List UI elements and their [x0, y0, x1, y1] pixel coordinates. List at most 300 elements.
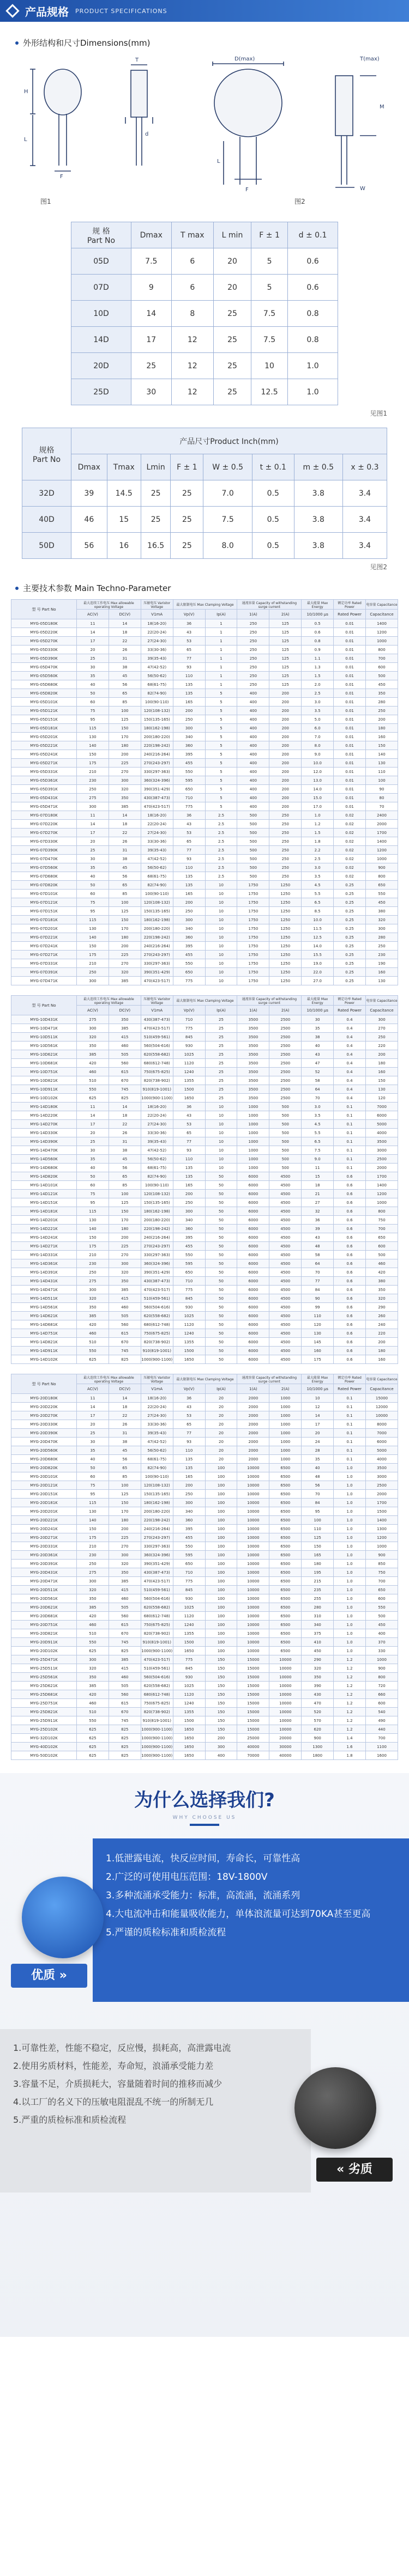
techno-cell: 75 — [77, 707, 109, 715]
t1-row — [71, 353, 338, 379]
techno-row — [11, 1682, 398, 1690]
bad-points-list — [0, 2029, 311, 2139]
techno-cell: 50 — [205, 1312, 237, 1320]
techno-cell: 340 — [173, 733, 205, 741]
techno-cell: 1.0 — [302, 811, 334, 820]
techno-cell: 1250 — [269, 907, 302, 916]
techno-cell: 470(423-517) — [141, 1024, 173, 1033]
t1-cell: 0.6 — [288, 248, 338, 275]
techno-cell: 0.01 — [334, 698, 366, 707]
techno-cell: 50 — [205, 1181, 237, 1190]
techno-cell: 350 — [77, 1594, 109, 1603]
techno-cell: 40 — [77, 1164, 109, 1172]
techno-cell: 330(297-363) — [141, 768, 173, 776]
techno-cell: 1000(900-1100) — [141, 1094, 173, 1103]
techno-cell: 1250 — [269, 942, 302, 951]
techno-part-cell: MYG-14D180K — [11, 1103, 77, 1111]
techno-cell: 845 — [173, 1294, 205, 1303]
techno-group-head: 最大连续工作电压 Max allowable operating Voltage — [77, 1374, 141, 1384]
techno-row — [11, 750, 398, 759]
techno-cell: 0.25 — [334, 881, 366, 890]
techno-cell: 0.6 — [334, 1251, 366, 1259]
techno-cell: 4500 — [269, 1259, 302, 1268]
techno-cell: 1120 — [173, 1612, 205, 1621]
techno-cell: 1000 — [237, 1146, 269, 1155]
techno-cell: 150 — [77, 750, 109, 759]
techno-row — [11, 1042, 398, 1050]
techno-cell: 700 — [366, 1734, 398, 1743]
techno-cell: 710 — [173, 794, 205, 802]
techno-part-cell: MYG-05D470K — [11, 663, 77, 672]
techno-row — [11, 1699, 398, 1708]
techno-cell: 10 — [205, 898, 237, 907]
techno-cell: 250 — [237, 654, 269, 663]
techno-cell: 33(30-36) — [141, 1129, 173, 1137]
t2-part-head: 规格 Part No — [22, 428, 71, 480]
techno-cell: 1000 — [269, 1429, 302, 1438]
techno-cell: 10000 — [269, 1682, 302, 1690]
techno-cell: 540 — [366, 1708, 398, 1716]
techno-cell: 775 — [173, 1024, 205, 1033]
techno-cell: 745 — [109, 1716, 141, 1725]
t1-cell: 12 — [171, 353, 213, 379]
techno-cell: 1000(900-1100) — [141, 1725, 173, 1734]
techno-cell: 17 — [77, 829, 109, 837]
techno-title — [15, 582, 409, 594]
techno-cell: 25 — [205, 1050, 237, 1059]
t1-cell: 17 — [131, 327, 172, 353]
techno-cell: 93 — [173, 855, 205, 863]
techno-cell: 43 — [173, 628, 205, 637]
techno-block-2 — [0, 995, 409, 1364]
cube-icon — [5, 4, 19, 17]
techno-part-cell: MYG-05D680K — [11, 680, 77, 689]
techno-cell: 52 — [302, 1068, 334, 1076]
techno-cell: 12 — [302, 1403, 334, 1411]
techno-cell: 200 — [269, 802, 302, 811]
techno-row — [11, 733, 398, 741]
techno-cell: 1.0 — [334, 1472, 366, 1481]
techno-cell: 270 — [366, 1024, 398, 1033]
techno-cell: 455 — [173, 1533, 205, 1542]
techno-cell: 0.6 — [334, 1355, 366, 1364]
techno-cell: 3500 — [237, 1024, 269, 1033]
techno-cell: 200 — [109, 1233, 141, 1242]
techno-part-cell: MYG-07D390K — [11, 846, 77, 855]
techno-cell: 625 — [77, 1725, 109, 1734]
techno-part-cell: MYG-14D271K — [11, 1242, 77, 1251]
techno-cell: 140 — [77, 741, 109, 750]
techno-cell: 140 — [366, 750, 398, 759]
techno-cell: 390(351-429) — [141, 1560, 173, 1568]
techno-group-head: 额定功率 Rated Power — [334, 600, 366, 610]
techno-cell: 1200 — [366, 1190, 398, 1198]
techno-row — [11, 672, 398, 680]
techno-cell: 6500 — [269, 1507, 302, 1516]
techno-cell: 220(198-242) — [141, 741, 173, 750]
techno-cell: 30 — [77, 663, 109, 672]
techno-cell: 700 — [366, 1225, 398, 1233]
techno-cell: 14 — [109, 619, 141, 628]
techno-row — [11, 933, 398, 942]
techno-cell: 125 — [269, 672, 302, 680]
t1-cell: 12 — [171, 327, 213, 353]
techno-cell: 210 — [77, 1542, 109, 1551]
techno-row — [11, 1233, 398, 1242]
techno-part-cell: MYG-07D201K — [11, 924, 77, 933]
techno-cell: 35 — [77, 1155, 109, 1164]
techno-cell: 6000 — [237, 1303, 269, 1312]
techno-cell: 200 — [109, 1525, 141, 1533]
techno-cell: 125 — [109, 907, 141, 916]
techno-cell: 4500 — [269, 1320, 302, 1329]
techno-cell: 250 — [173, 1198, 205, 1207]
techno-cell: 450 — [366, 898, 398, 907]
techno-table-1 — [11, 599, 398, 985]
techno-cell: 10000 — [269, 1664, 302, 1673]
techno-row — [11, 1542, 398, 1551]
techno-cell: 17.0 — [302, 802, 334, 811]
techno-row — [11, 1743, 398, 1751]
techno-cell: 56 — [109, 680, 141, 689]
techno-cell: 500 — [269, 1146, 302, 1155]
techno-cell: 900 — [366, 863, 398, 872]
techno-cell: 14.0 — [302, 942, 334, 951]
techno-cell: 135 — [173, 881, 205, 890]
techno-cell: 600 — [366, 1242, 398, 1251]
techno-cell: 125 — [269, 628, 302, 637]
techno-cell: 150 — [205, 1682, 237, 1690]
quality-panel-bg — [93, 1838, 409, 2002]
techno-cell: 20 — [205, 1411, 237, 1420]
techno-cell: 600 — [366, 663, 398, 672]
techno-cell: 100 — [205, 1464, 237, 1472]
fig1-f-label: F — [60, 174, 63, 180]
techno-cell: 375 — [302, 1629, 334, 1638]
techno-cell: 135 — [173, 680, 205, 689]
techno-part-cell: MYG-14D201K — [11, 1216, 77, 1225]
inferior-varistor-image — [294, 2067, 376, 2149]
t1-col-head: F ± 1 — [251, 222, 288, 248]
techno-cell: 100 — [205, 1621, 237, 1629]
t1-cell: 1.0 — [288, 379, 338, 405]
techno-cell: 360(324-396) — [141, 1551, 173, 1560]
techno-part-cell: MYG-14D101K — [11, 1181, 77, 1190]
techno-cell: 625 — [77, 1094, 109, 1103]
techno-cell: 225 — [109, 1242, 141, 1251]
techno-cell: 275 — [77, 1568, 109, 1577]
t2-row — [22, 480, 387, 507]
techno-cell: 455 — [173, 759, 205, 768]
techno-cell: 250 — [173, 1490, 205, 1499]
techno-cell: 340 — [173, 1507, 205, 1516]
techno-cell: 200 — [109, 942, 141, 951]
techno-cell: 6000 — [237, 1216, 269, 1225]
techno-cell: 280 — [302, 1603, 334, 1612]
techno-part-cell: MYG-20D270K — [11, 1411, 77, 1420]
techno-cell: 1 — [205, 672, 237, 680]
techno-cell: 15000 — [237, 1725, 269, 1734]
techno-row — [11, 951, 398, 959]
techno-cell: 25 — [205, 1015, 237, 1024]
techno-cell: 115 — [77, 1499, 109, 1507]
techno-row — [11, 1146, 398, 1155]
techno-cell: 230 — [366, 951, 398, 959]
techno-part-cell: MYG-14D621K — [11, 1312, 77, 1320]
techno-cell: 38 — [109, 1146, 141, 1155]
techno-part-cell: MYG-20D121K — [11, 1481, 77, 1490]
techno-col-head: V1mA — [141, 1384, 173, 1394]
t2-cell: 0.5 — [252, 480, 294, 507]
techno-cell: 1000 — [366, 1542, 398, 1551]
techno-cell: 1 — [205, 663, 237, 672]
techno-cell: 3500 — [237, 1085, 269, 1094]
techno-cell: 64 — [302, 1259, 334, 1268]
techno-cell: 40000 — [237, 1743, 269, 1751]
t2-cell: 3.4 — [342, 480, 387, 507]
techno-cell: 1 — [205, 654, 237, 663]
techno-cell: 100 — [205, 1481, 237, 1490]
techno-cell: 0.6 — [334, 1277, 366, 1286]
techno-cell: 6500 — [269, 1551, 302, 1560]
t1-part-cell: 07D — [71, 275, 131, 301]
techno-cell: 20 — [77, 1420, 109, 1429]
t2-cell: 25 — [141, 480, 171, 507]
techno-cell: 1025 — [173, 1050, 205, 1059]
techno-group-head: 最大限制电压 Max Clamping Voltage — [173, 1374, 237, 1384]
techno-cell: 300 — [77, 1024, 109, 1033]
techno-cell: 1000(900-1100) — [141, 1751, 173, 1760]
techno-cell: 300 — [173, 1499, 205, 1507]
techno-cell: 56 — [109, 872, 141, 881]
t2-group-head: 产品尺寸Product Inch(mm) — [71, 428, 387, 454]
techno-cell: 26 — [109, 837, 141, 846]
techno-row — [11, 1464, 398, 1472]
techno-cell: 180(162-198) — [141, 1207, 173, 1216]
techno-cell: 53 — [173, 637, 205, 645]
techno-col-head: 10/1000 μs — [302, 1384, 334, 1394]
techno-cell: 420 — [77, 1320, 109, 1329]
techno-cell: 560 — [109, 1059, 141, 1068]
techno-cell: 50 — [205, 1216, 237, 1225]
techno-cell: 0.1 — [334, 1120, 366, 1129]
techno-part-head: 型 号 Part No — [11, 996, 77, 1015]
techno-row — [11, 1207, 398, 1216]
techno-cell: 68(61-75) — [141, 1455, 173, 1464]
techno-cell: 1000(900-1100) — [141, 1355, 173, 1364]
techno-cell: 20 — [205, 1403, 237, 1411]
techno-row — [11, 1690, 398, 1699]
techno-cell: 775 — [173, 977, 205, 985]
techno-cell: 130 — [366, 977, 398, 985]
techno-cell: 300 — [205, 1743, 237, 1751]
techno-cell: 1700 — [366, 829, 398, 837]
techno-cell: 130 — [77, 1507, 109, 1516]
techno-cell: 270(243-297) — [141, 1533, 173, 1542]
techno-cell: 50 — [205, 1225, 237, 1233]
techno-cell: 200 — [173, 1190, 205, 1198]
techno-cell: 225 — [109, 951, 141, 959]
techno-row — [11, 802, 398, 811]
techno-col-head: Ip(A) — [205, 610, 237, 619]
techno-cell: 200(180-220) — [141, 924, 173, 933]
techno-cell: 1600 — [366, 1751, 398, 1760]
techno-cell: 0.01 — [334, 759, 366, 768]
techno-cell: 620(558-682) — [141, 1312, 173, 1320]
techno-cell: 1120 — [173, 1320, 205, 1329]
techno-cell: 390(351-429) — [141, 1268, 173, 1277]
techno-cell: 1700 — [366, 1499, 398, 1507]
techno-part-cell: MYG-20D470K — [11, 1438, 77, 1446]
techno-cell: 1.0 — [334, 1638, 366, 1647]
techno-cell: 360 — [173, 1225, 205, 1233]
techno-cell: 50 — [205, 1233, 237, 1242]
techno-cell: 1000 — [366, 1655, 398, 1664]
techno-col-head: 1(A) — [237, 610, 269, 619]
techno-cell: 43 — [302, 1233, 334, 1242]
techno-col-head: V1mA — [141, 1006, 173, 1015]
figure-1-label: 图1 — [40, 198, 51, 205]
techno-row — [11, 645, 398, 654]
techno-cell: 20 — [205, 1420, 237, 1429]
techno-cell: 280 — [366, 933, 398, 942]
techno-cell: 165 — [173, 1472, 205, 1481]
techno-group-head: 通流容量 Capacity of withstanding surge current — [237, 996, 302, 1006]
techno-cell: 2.5 — [205, 846, 237, 855]
techno-cell: 6000 — [237, 1259, 269, 1268]
techno-cell: 50 — [77, 689, 109, 698]
techno-cell: 250 — [269, 829, 302, 837]
techno-cell: 20 — [205, 1394, 237, 1403]
techno-cell: 270 — [109, 768, 141, 776]
techno-cell: 560 — [109, 1690, 141, 1699]
techno-cell: 490 — [366, 1716, 398, 1725]
techno-cell: 430(387-473) — [141, 1015, 173, 1024]
t2-cell: 8.0 — [203, 533, 252, 559]
techno-row — [11, 898, 398, 907]
techno-cell: 455 — [173, 951, 205, 959]
techno-cell: 3.5 — [302, 707, 334, 715]
techno-cell: 415 — [109, 1294, 141, 1303]
techno-cell: 320 — [77, 1664, 109, 1673]
techno-cell: 7.0 — [302, 733, 334, 741]
techno-cell: 250 — [366, 1033, 398, 1042]
techno-cell: 1000 — [237, 1103, 269, 1111]
techno-cell: 4500 — [269, 1242, 302, 1251]
techno-cell: 410 — [302, 1638, 334, 1647]
techno-block-3 — [0, 1374, 409, 1760]
techno-row — [11, 1725, 398, 1734]
techno-cell: 1.2 — [334, 1716, 366, 1725]
techno-cell: 5.0 — [302, 715, 334, 724]
techno-part-cell: MYG-05D151K — [11, 715, 77, 724]
techno-cell: 750 — [366, 1568, 398, 1577]
techno-cell: 120 — [366, 1094, 398, 1103]
techno-cell: 100 — [109, 707, 141, 715]
techno-cell: 6500 — [269, 1481, 302, 1490]
techno-cell: 500 — [366, 1612, 398, 1621]
techno-cell: 2500 — [269, 1042, 302, 1050]
techno-part-cell: MYG-20D390K — [11, 1429, 77, 1438]
dimension-diagrams — [11, 54, 398, 217]
techno-cell: 25 — [77, 1429, 109, 1438]
techno-cell: 320 — [366, 1294, 398, 1303]
techno-cell: 4500 — [269, 1190, 302, 1198]
techno-cell: 65 — [109, 689, 141, 698]
techno-cell: 200 — [366, 1050, 398, 1059]
techno-cell: 1240 — [173, 1068, 205, 1076]
techno-cell: 4500 — [269, 1355, 302, 1364]
techno-cell: 310 — [302, 1612, 334, 1621]
techno-cell: 595 — [173, 776, 205, 785]
techno-cell: 900 — [366, 1664, 398, 1673]
techno-cell: 40000 — [269, 1751, 302, 1760]
techno-cell: 39(35-43) — [141, 1137, 173, 1146]
techno-cell: 510 — [77, 1629, 109, 1638]
t2-cell: 56 — [71, 533, 107, 559]
techno-cell: 460 — [77, 1699, 109, 1708]
techno-cell: 510(459-561) — [141, 1294, 173, 1303]
techno-cell: 1400 — [366, 837, 398, 846]
techno-cell: 120(108-132) — [141, 1190, 173, 1198]
techno-row — [11, 1320, 398, 1329]
techno-col-head: Vp(V) — [173, 1384, 205, 1394]
t2-cell: 15 — [107, 507, 141, 533]
techno-cell: 825 — [109, 1725, 141, 1734]
techno-cell: 150 — [205, 1690, 237, 1699]
techno-cell: 6000 — [366, 1438, 398, 1446]
techno-cell: 12000 — [366, 1403, 398, 1411]
techno-row — [11, 855, 398, 863]
techno-cell: 1025 — [173, 1603, 205, 1612]
techno-cell: 1400 — [366, 1516, 398, 1525]
techno-part-cell: MYG-20D151K — [11, 1490, 77, 1499]
techno-cell: 1000 — [269, 1446, 302, 1455]
techno-part-cell: MYG-05D180K — [11, 619, 77, 628]
techno-cell: 1000 — [237, 1164, 269, 1172]
techno-cell: 100 — [205, 1551, 237, 1560]
techno-cell: 2000 — [237, 1420, 269, 1429]
techno-cell: 85 — [109, 1181, 141, 1190]
techno-row — [11, 1155, 398, 1164]
techno-cell: 5 — [205, 776, 237, 785]
techno-cell: 400 — [237, 750, 269, 759]
techno-part-cell: MYG-05D560K — [11, 672, 77, 680]
techno-cell: 40 — [302, 1042, 334, 1050]
techno-row — [11, 1338, 398, 1347]
techno-cell: 50 — [205, 1207, 237, 1216]
techno-cell: 5 — [205, 794, 237, 802]
techno-cell: 505 — [109, 1050, 141, 1059]
techno-cell: 650 — [366, 881, 398, 890]
t1-cell: 25 — [214, 379, 251, 405]
techno-cell: 615 — [109, 1621, 141, 1629]
techno-cell: 15000 — [237, 1708, 269, 1716]
techno-part-cell: MYG-07D820K — [11, 881, 77, 890]
t1-part-cell: 14D — [71, 327, 131, 353]
techno-cell: 0.01 — [334, 802, 366, 811]
techno-cell: 385 — [77, 1603, 109, 1612]
techno-cell: 400 — [237, 733, 269, 741]
techno-cell: 1355 — [173, 1076, 205, 1085]
techno-cell: 0.4 — [334, 1024, 366, 1033]
t2-col-head: W ± 0.5 — [203, 454, 252, 480]
techno-cell: 10 — [205, 924, 237, 933]
techno-cell: 82(74-90) — [141, 881, 173, 890]
techno-cell: 0.4 — [334, 1050, 366, 1059]
t1-row — [71, 275, 338, 301]
techno-cell: 6000 — [237, 1225, 269, 1233]
